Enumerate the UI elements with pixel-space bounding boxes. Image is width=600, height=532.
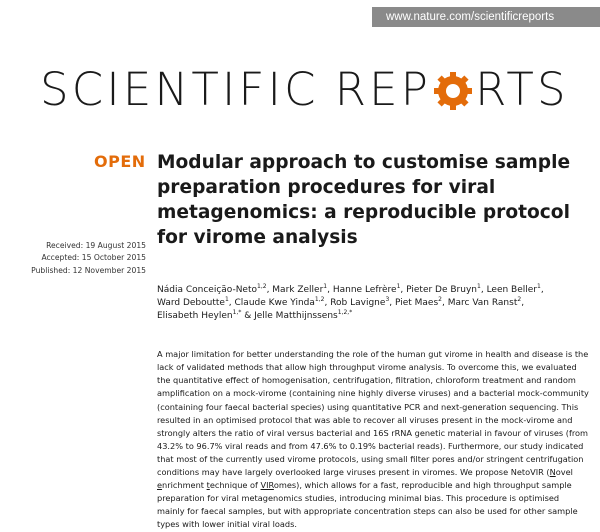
abstract-paragraph: A major limitation for better understanding the role of the human gut virome in health and disease is the lack of validated methods that allow high throughput virome analysis. To overcome this, we evaluated the quantitative effect of homogenisation, centrifugation, filtration, chloroform treatment and random amplification on a mock-virome (containing nine highly diverse viruses) and a bacterial mock-community (containing four faecal bacterial species) using quantitative PCR and next-generation sequencing. This resulted in an optimised protocol that was able to recover all viruses present in the mock-virome and strongly alters the ratio of viral versus bacterial and 16S rRNA genetic material in favour of viruses (from 43.2% to 96.7% viral reads and from 47.6% to 0.19% bacterial reads). Furthermore, our study indicated that most of the currently used virome protocols, using small filter pores and/or stringent centrifugation conditions may have largely overlooked large viruses present in viromes. We propose NetoVIR (Novel enrichment technique of VIRomes), which allows for a fast, reproducible and high throughput sample preparation for viral metagenomics studies, introducing minimal bias. This procedure is optimised mainly for faecal samples, but with appropriate concentration steps can also be used for other sample types with lower initial viral loads.: [157, 349, 589, 530]
masthead-word-rep: REP: [334, 62, 432, 116]
author-list: Nádia Conceição-Neto$^{1,2}$, Mark Zeller$^1$, Hanne Lefrère$^1$, Pieter De Bruyn$^1$, Leen Beller$^1$, Ward Deboutte$^1$, Claude Kwe Yinda$^{1,2}$, Rob Lavigne$^3$, Piet Maes$^2$, Marc Van Ranst$^2$, Elisabeth Heylen$^{1,*}$ & Jelle Matthijnssens$^{1,2,*}$: [157, 283, 544, 321]
author-affiliation: 2: [438, 296, 442, 303]
author-affiliation: 2: [517, 296, 522, 303]
author-affiliation: 1: [224, 296, 229, 303]
author-affiliation: 3: [385, 296, 390, 303]
author-affiliation: 1,2,*: [337, 309, 353, 316]
received-date: Received: 19 August 2015: [46, 241, 146, 250]
author-name[interactable]: Nádia Conceição-Neto: [157, 285, 258, 295]
author-name[interactable]: Rob Lavigne: [330, 298, 386, 308]
article-title: Modular approach to customise sample preparation procedures for viral metagenomics: a reproducible protocol for virome analysis: [157, 152, 571, 248]
author-name[interactable]: Elisabeth Heylen: [157, 311, 233, 321]
article-dates: [10, 240, 146, 277]
author-name[interactable]: Ward Deboutte: [157, 298, 225, 308]
author-affiliation: 1,2: [257, 283, 267, 290]
masthead-word-scientific: SCIENTIFIC: [40, 62, 319, 116]
author-name[interactable]: Marc Van Ranst: [447, 298, 518, 308]
author-affiliation: 1: [396, 283, 401, 290]
author-affiliation: 1: [323, 283, 328, 290]
gear-icon: [432, 70, 474, 112]
open-access-label: OPEN: [94, 152, 146, 171]
author-name[interactable]: Claude Kwe Yinda: [234, 298, 315, 308]
author-name[interactable]: Jelle Matthijnssens: [254, 311, 338, 321]
journal-url-bar[interactable]: www.nature.com/scientificreports: [372, 7, 600, 27]
masthead-word-rts: RTS: [475, 62, 569, 116]
author-affiliation: 1,2: [314, 296, 325, 303]
journal-masthead: [40, 64, 569, 114]
author-affiliation: 1,*: [232, 309, 242, 316]
author-name[interactable]: Hanne Lefrère: [332, 285, 397, 295]
accepted-date: Accepted: 15 October 2015: [41, 253, 146, 263]
author-affiliation: 1: [537, 283, 541, 290]
author-name[interactable]: Piet Maes: [395, 298, 439, 308]
author-name[interactable]: Mark Zeller: [272, 285, 324, 295]
published-date: Published: 12 November 2015: [31, 265, 146, 275]
author-name[interactable]: Leen Beller: [486, 285, 538, 295]
author-affiliation: 1: [477, 283, 481, 290]
author-name[interactable]: Pieter De Bruyn: [406, 285, 477, 295]
